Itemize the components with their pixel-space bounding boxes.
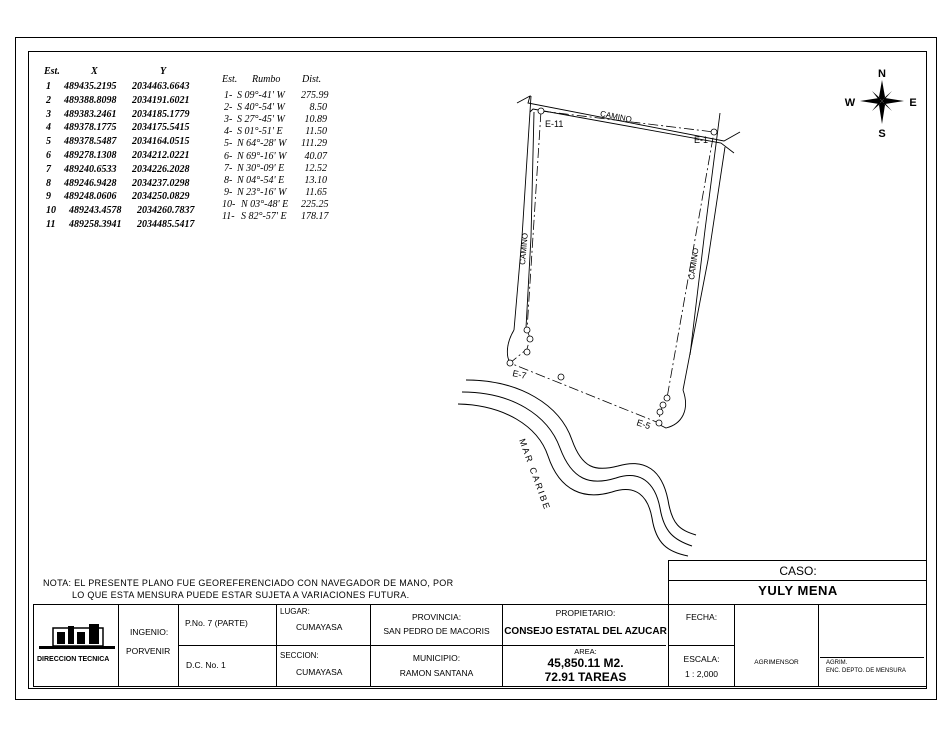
bearing-header-est: Est.: [222, 74, 238, 85]
compass-n: N: [878, 68, 886, 80]
coord-cell-est: 9: [46, 191, 51, 203]
coord-cell-x: 489378.1775: [64, 122, 117, 134]
bearing-cell-dist: 10.89: [304, 114, 327, 126]
coord-cell-x: 489248.0606: [64, 191, 117, 203]
coord-cell-y: 2034463.6643: [132, 81, 190, 92]
coord-cell-y: 2034485.5417: [137, 219, 195, 230]
coord-cell-est: 7: [46, 163, 51, 175]
provincia-value: SAN PEDRO DE MACORIS: [383, 626, 490, 636]
coord-cell-x: 489246.9428: [64, 177, 117, 189]
bearing-cell-rumbo: N 69°-16' W: [237, 150, 287, 162]
coord-cell-y: 2034191.6021: [132, 94, 190, 106]
sea-label: MAR CARIBE: [517, 437, 553, 513]
bearing-cell-dist: 225.25: [301, 198, 329, 210]
municipio-label: MUNICIPIO:: [412, 653, 461, 663]
point-label-e5: E-5: [635, 417, 652, 432]
coord-cell-est: 10: [46, 205, 56, 217]
bearing-cell-dist: 8.50: [309, 102, 327, 114]
coord-cell-y: 2034250.0829: [132, 191, 190, 203]
dc-value: D.C. No. 1: [186, 660, 226, 670]
area-label: AREA:: [574, 647, 597, 656]
coord-cell-est: 2: [46, 94, 51, 106]
coord-cell-est: 4: [46, 122, 51, 134]
bearing-cell-est: 4-: [224, 126, 233, 138]
agrim-line-1: AGRIM.: [826, 660, 848, 666]
bearing-header-dist: Dist.: [302, 74, 322, 85]
bearing-header-rumbo: Rumbo: [252, 74, 281, 85]
bearing-cell-rumbo: S 01°-51' E: [237, 126, 283, 138]
compass-s: S: [878, 128, 886, 140]
coord-cell-x: 489278.1308: [64, 150, 117, 161]
bearing-cell-rumbo: S 82°-57' E: [241, 211, 287, 222]
coord-cell-est: 6: [46, 150, 51, 161]
compass-rose-icon: [860, 80, 904, 124]
caso-label: CASO:: [779, 564, 817, 578]
coord-cell-est: 8: [46, 177, 51, 189]
bearing-cell-dist: 11.50: [305, 126, 327, 138]
coord-cell-y: 2034226.2028: [132, 163, 190, 175]
coord-header-y: Y: [160, 66, 167, 77]
coord-cell-est: 3: [46, 108, 51, 120]
bearing-cell-dist: 12.52: [304, 162, 327, 174]
bearing-cell-rumbo: N 64°-28' W: [237, 138, 287, 150]
point-label-e7: E-7: [511, 368, 528, 381]
municipio-value: RAMON SANTANA: [399, 668, 474, 678]
bearing-cell-rumbo: N 23°-16' W: [237, 186, 287, 198]
area-m2: 45,850.11 M2.: [547, 656, 624, 670]
point-label-e11: E-11: [545, 119, 564, 129]
bearing-cell-est: 7-: [224, 162, 233, 174]
provincia-label: PROVINCIA:: [411, 612, 462, 622]
bearing-cell-rumbo: N 03°-48' E: [241, 198, 289, 210]
road-label-top: CAMINO: [599, 109, 633, 125]
coord-cell-est: 11: [46, 219, 56, 230]
bearing-cell-est: 9-: [224, 186, 233, 198]
bearing-cell-est: 8-: [224, 174, 233, 186]
propietario-value: CONSEJO ESTATAL DEL AZUCAR: [504, 626, 667, 637]
parcel-boundary: [510, 111, 714, 423]
coord-header-x: X: [91, 66, 98, 77]
bearing-cell-est: 2-: [224, 102, 233, 114]
coord-cell-y: 2034175.5415: [132, 122, 190, 134]
bearing-cell-est: 11-: [222, 211, 235, 222]
coord-cell-x: 489378.5487: [64, 136, 117, 148]
coord-cell-x: 489388.8098: [64, 94, 117, 106]
coord-cell-x: 489243.4578: [69, 205, 122, 217]
coord-cell-x: 489240.6533: [64, 163, 117, 175]
bearing-cell-dist: 11.65: [305, 186, 327, 198]
logo-text: DIRECCION TECNICA: [37, 656, 110, 663]
lugar-label: LUGAR:: [280, 607, 310, 616]
escala-label: ESCALA:: [683, 654, 720, 664]
bearing-cell-rumbo: N 30°-09' E: [237, 162, 285, 174]
bearing-cell-est: 5-: [224, 138, 233, 150]
coord-cell-est: 1: [46, 81, 51, 92]
bearing-cell-rumbo: N 04°-54' E: [237, 174, 285, 186]
coord-cell-x: 489435.2195: [64, 81, 117, 92]
coord-cell-y: 2034237.0298: [132, 177, 190, 189]
bearing-cell-rumbo: S 40°-54' W: [237, 102, 285, 114]
coord-cell-y: 2034212.0221: [132, 150, 190, 161]
coord-cell-x: 489258.3941: [69, 219, 122, 230]
caso-box: [668, 560, 927, 604]
lugar-value: CUMAYASA: [296, 622, 343, 632]
coord-header-est: Est.: [44, 66, 60, 77]
caso-value: YULY MENA: [758, 583, 838, 598]
seccion-label: SECCION:: [280, 651, 319, 660]
bearing-cell-dist: 13.10: [304, 174, 327, 186]
bearing-cell-est: 3-: [224, 114, 233, 126]
bearing-cell-dist: 178.17: [301, 211, 329, 222]
road-label-right: CAMINO: [687, 247, 701, 281]
compass-e: E: [909, 97, 917, 109]
bearing-cell-rumbo: S 27°-45' W: [237, 114, 285, 126]
coord-cell-x: 489383.2461: [64, 108, 117, 120]
escala-value: 1 : 2,000: [684, 669, 719, 679]
seccion-value: CUMAYASA: [296, 667, 343, 677]
coord-cell-est: 5: [46, 136, 51, 148]
bearing-cell-est: 10-: [222, 198, 236, 210]
coord-cell-y: 2034164.0515: [132, 136, 190, 148]
coord-cell-y: 2034185.1779: [132, 108, 190, 120]
agrimensor-label: AGRIMENSOR: [754, 659, 799, 666]
bearing-cell-dist: 40.07: [304, 150, 327, 162]
parcela-value: P.No. 7 (PARTE): [185, 618, 248, 628]
coord-cell-y: 2034260.7837: [137, 205, 195, 217]
note-line-2: LO QUE ESTA MENSURA PUEDE ESTAR SUJETA A VARIACIONES FUTURA.: [72, 590, 410, 600]
bearing-cell-dist: 111.29: [301, 138, 328, 150]
note-line-1: NOTA: EL PRESENTE PLANO FUE GEOREFERENCIADO CON NAVEGADOR DE MANO, POR: [43, 578, 454, 588]
point-label-e1: E-1: [694, 135, 709, 145]
bearing-cell-est: 1-: [224, 90, 233, 101]
compass-w: W: [844, 97, 856, 109]
ingenio-label: INGENIO:: [130, 627, 169, 637]
bearing-cell-dist: 275.99: [301, 90, 329, 101]
bearing-cell-rumbo: S 09°-41' W: [237, 90, 285, 101]
propietario-label: PROPIETARIO:: [555, 608, 616, 618]
area-tareas: 72.91 TAREAS: [544, 670, 627, 684]
ingenio-value: PORVENIR: [126, 646, 171, 656]
road-label-left: CAMINO: [518, 232, 530, 266]
agrim-line-2: ENC. DEPTO. DE MENSURA: [826, 668, 906, 674]
bearing-cell-est: 6-: [224, 150, 233, 162]
fecha-label: FECHA:: [685, 612, 718, 622]
